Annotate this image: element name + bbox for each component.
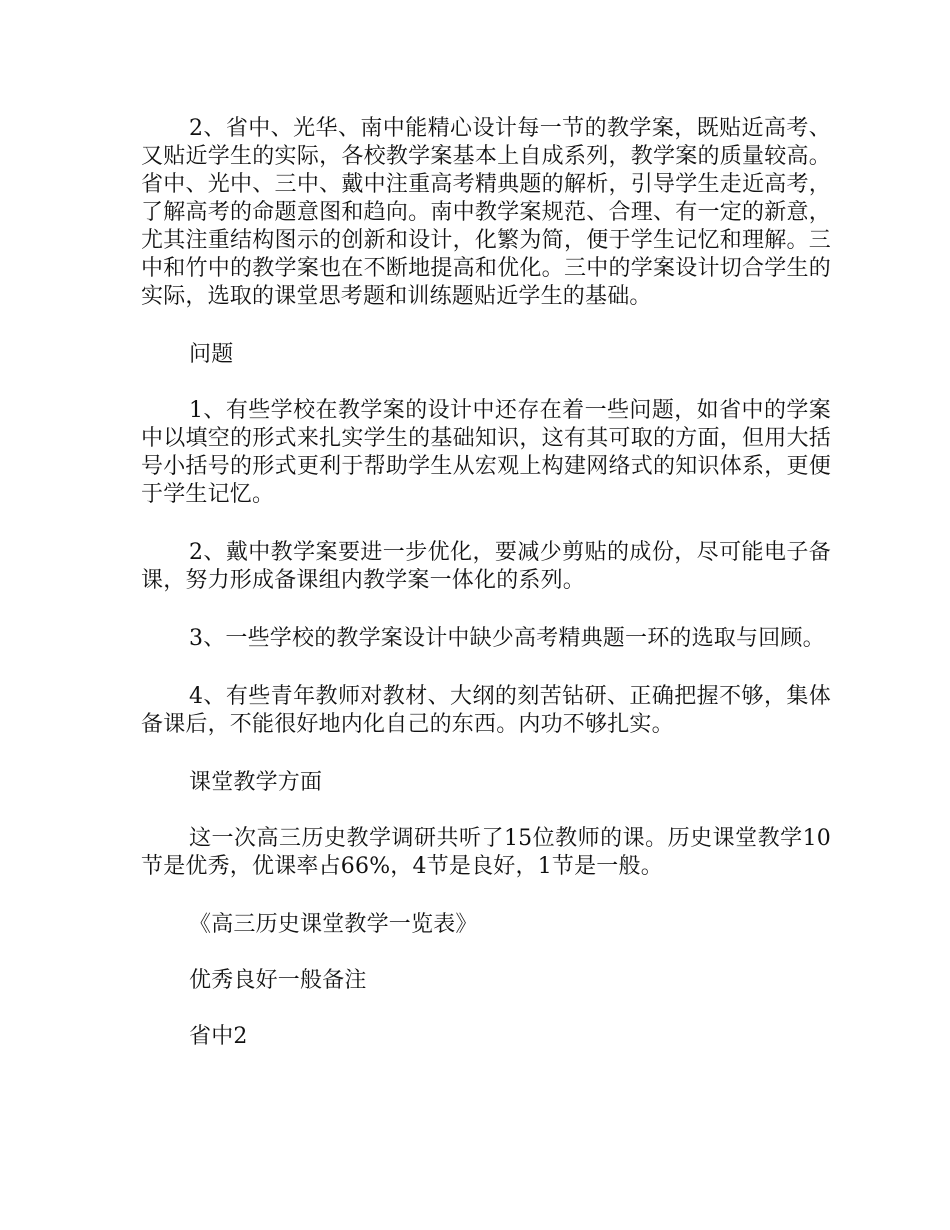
- heading-classroom-teaching: 课堂教学方面: [189, 770, 323, 795]
- heading-problems: 问题: [189, 342, 234, 367]
- paragraph-problem-3: 3、一些学校的教学案设计中缺少高考精典题一环的选取与回顾。: [189, 626, 825, 651]
- table-title: 《高三历史课堂教学一览表》: [189, 912, 478, 937]
- paragraph-survey-summary: 这一次高三历史教学调研共听了15位教师的课。历史课堂教学10节是优秀，优课率占66%，4节是良好，1节是一般。: [141, 826, 831, 879]
- table-row-shengzhong: 省中2: [189, 1024, 248, 1049]
- document-body: [141, 115, 831, 1079]
- paragraph-problem-1: 1、有些学校在教学案的设计中还存在着一些问题，如省中的学案中以填空的形式来扎实学生的基础知识，这有其可取的方面，但用大括号小括号的形式更利于帮助学生从宏观上构建网络式的知识体系，更便于学生记忆。: [141, 398, 831, 507]
- paragraph-problem-2: 2、戴中教学案要进一步优化，要减少剪贴的成份，尽可能电子备课，努力形成备课组内教学案一体化的系列。: [141, 540, 831, 593]
- paragraph-schools-lesson-plans: 2、省中、光华、南中能精心设计每一节的教学案，既贴近高考、又贴近学生的实际，各校教学案基本上自成系列，教学案的质量较高。省中、光中、三中、戴中注重高考精典题的解析，引导学生走近高考，了解高考的命题意图和趋向。南中教学案规范、合理、有一定的新意，尤其注重结构图示的创新和设计，化繁为简，便于学生记忆和理解。三中和竹中的教学案也在不断地提高和优化。三中的学案设计切合学生的实际，选取的课堂思考题和训练题贴近学生的基础。: [141, 116, 831, 309]
- table-header-row: 优秀良好一般备注: [189, 968, 367, 993]
- paragraph-problem-4: 4、有些青年教师对教材、大纲的刻苦钻研、正确把握不够，集体备课后，不能很好地内化自己的东西。内功不够扎实。: [141, 684, 831, 737]
